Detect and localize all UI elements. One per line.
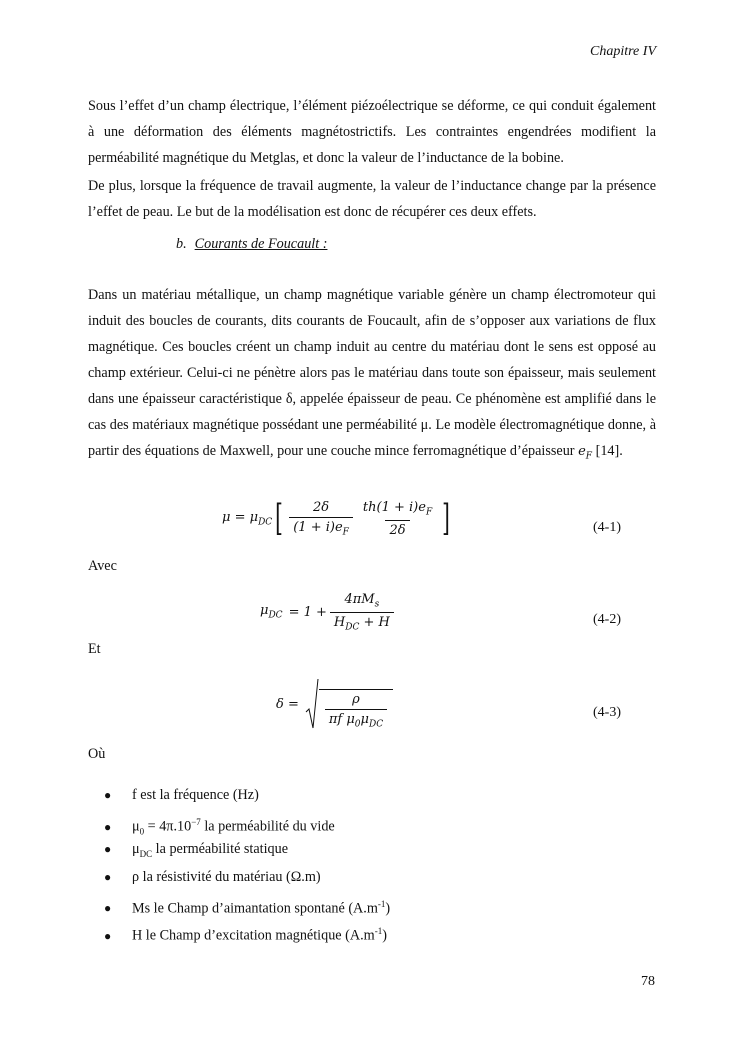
eq1-fraction-1: $\frac{2\delta}{(1 + i)e_F}$ — [289, 500, 353, 538]
list-item: ● $\mu_0 = 4\pi.10^{-7}$ la perméabilité du vide — [104, 809, 390, 836]
right-bracket: ] — [442, 497, 451, 539]
left-bracket: [ — [275, 497, 284, 539]
thickness-variable: $e_F$ — [578, 444, 593, 462]
list-item: ● ρ la résistivité du matériau (Ω.m) — [104, 864, 390, 891]
eq1-lhs: $\mu = \mu_{DC}$ — [222, 510, 273, 528]
word-ou: Où — [88, 746, 106, 762]
word-et: Et — [88, 641, 101, 657]
list-item: ● $\mu_{DC}$ la perméabilité statique — [104, 836, 390, 863]
eq2-fraction: $\frac{4\pi M_s}{H_{DC} + H}$ — [330, 592, 394, 632]
foucault-text: Dans un matériau métallique, un champ magnétique variable génère un champ électromoteur qui induit des boucles de courants, dits courants de Foucault, afin de s’opposer aux variations de flux magnétique. Ces boucles créent un champ induit au centre du matériau dont le sens est opposé au champ extérieur. Celui-ci ne pénètre alors pas le matériau dans toute son épaisseur, mais seulement dans une épaisseur caractéristique δ, appelée épaisseur de peau. Ce phénomène est amplifié dans le cas des matériaux magnétique possédant une perméabilité μ. Le modèle électromagnétique donne, à partir des équations de Maxwell, pour une couche mince ferromagnétique d’épaisseur — [88, 287, 656, 459]
variable-list — [104, 782, 390, 945]
eq3-fraction: $\frac{\rho}{\pi f \mu_0\mu_{DC}}$ — [325, 692, 387, 730]
list-item: ● H le Champ d’excitation magnétique $(A.m^{-1})$ — [104, 918, 390, 945]
citation: [14]. — [592, 443, 623, 459]
equation-4-2 — [260, 592, 397, 632]
subsection-marker: b. — [176, 236, 187, 252]
eq2-lhs: $\mu_{DC}$ — [260, 603, 283, 621]
page-number: 78 — [641, 974, 655, 989]
bullet-icon: ● — [104, 788, 112, 802]
chapter-header: Chapitre IV — [590, 44, 656, 59]
bullet-icon: ● — [104, 928, 112, 943]
subsection-heading — [176, 236, 327, 253]
word-avec: Avec — [88, 558, 117, 574]
equation-label-4-2: (4-2) — [593, 612, 621, 627]
bullet-icon: ● — [104, 842, 112, 857]
equation-label-4-3: (4-3) — [593, 705, 621, 720]
paragraph-foucault — [88, 282, 656, 470]
equation-label-4-1: (4-1) — [593, 520, 621, 535]
bullet-icon: ● — [104, 901, 112, 916]
paragraph-piezo: Sous l’effet d’un champ électrique, l’élément piézoélectrique se déforme, ce qui conduit également à une déformation des éléments magnétostrictifs. Les contraintes engendrées modifient la perméabilité magnétique du Metglas, et donc la valeur de l’inductance de la bobine. — [88, 98, 656, 166]
eq1-fraction-2: $\frac{th(1 + i)e_F}{2\delta}$ — [362, 500, 433, 538]
square-root — [305, 678, 393, 730]
radical-sign-icon — [305, 678, 319, 730]
paragraph-skin-effect: De plus, lorsque la fréquence de travail augmente, la valeur de l’inductance change par la présence l’effet de peau. Le but de la modélisation est donc de récupérer ces deux effets. — [88, 178, 656, 220]
subsection-title: Courants de Foucault : — [194, 236, 328, 252]
equation-4-1 — [222, 497, 453, 539]
bullet-icon: ● — [104, 819, 112, 834]
equation-4-3 — [276, 678, 393, 730]
list-item: ● f est la fréquence (Hz) — [104, 782, 390, 809]
bullet-icon: ● — [104, 869, 112, 884]
eq3-lhs: δ = — [276, 696, 299, 712]
list-item: ● Ms le Champ d’aimantation spontané $(A.m^{-1})$ — [104, 891, 390, 918]
eq2-equals: = 1 + — [288, 604, 327, 620]
